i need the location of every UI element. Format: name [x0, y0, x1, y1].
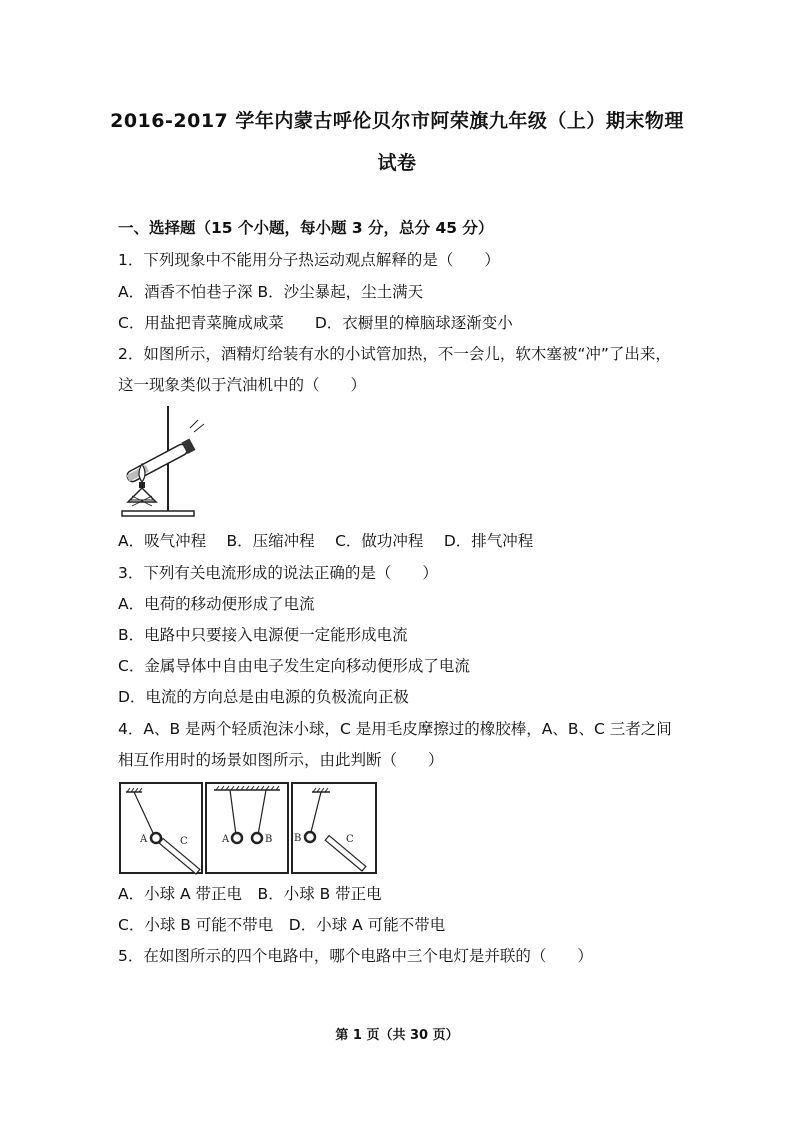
- question-4-stem-line-1: 4．A、B 是两个轻质泡沫小球，C 是用毛皮摩擦过的橡胶棒，A、B、C 三者之间: [118, 720, 672, 738]
- question-1-stem: 1．下列现象中不能用分子热运动观点解释的是（ ）: [118, 251, 500, 269]
- question-2-stem-line-2: 这一现象类似于汽油机中的（ ）: [118, 376, 367, 394]
- figure-label: C: [346, 834, 354, 845]
- figure-label: A: [140, 834, 148, 845]
- charged-balls-figure: [118, 780, 380, 876]
- page-title-line-1: 2016-2017 学年内蒙古呼伦贝尔市阿荣旗九年级（上）期末物理: [110, 110, 684, 132]
- question-3-option-d: D．电流的方向总是由电源的负极流向正极: [118, 688, 409, 706]
- question-3-option-b: B．电路中只要接入电源便一定能形成电流: [118, 626, 408, 644]
- question-3-option-c: C．金属导体中自由电子发生定向移动便形成了电流: [118, 657, 470, 675]
- question-1-options-ab: A．酒香不怕巷子深 B．沙尘暴起，尘土满天: [118, 283, 424, 301]
- page-title-line-2: 试卷: [377, 152, 417, 174]
- question-1-options-cd: C．用盐把青菜腌成咸菜 D．衣橱里的樟脑球逐渐变小: [118, 314, 513, 332]
- figure-label: C: [180, 836, 188, 847]
- question-4-stem-line-2: 相互作用时的场景如图所示，由此判断（ ）: [118, 751, 444, 769]
- figure-panel-1: [120, 783, 202, 874]
- question-2-options: A．吸气冲程 B．压缩冲程 C．做功冲程 D．排气冲程: [118, 532, 534, 550]
- question-4-options-ab: A．小球 A 带正电 B．小球 B 带正电: [118, 885, 382, 903]
- question-5-stem: 5．在如图所示的四个电路中，哪个电路中三个电灯是并联的（ ）: [118, 947, 593, 965]
- figure-label: B: [265, 834, 273, 845]
- figure-label: B: [294, 833, 302, 844]
- page-footer: 第 1 页（共 30 页）: [335, 1028, 459, 1043]
- section-heading: 一、选择题（15 个小题，每小题 3 分，总分 45 分）: [118, 219, 494, 237]
- question-4-options-cd: C．小球 B 可能不带电 D．小球 A 可能不带电: [118, 916, 446, 934]
- question-3-stem: 3．下列有关电流形成的说法正确的是（ ）: [118, 564, 438, 582]
- figure-panel-2: [206, 783, 288, 873]
- alcohol-lamp-test-tube-figure: [116, 402, 208, 518]
- question-3-option-a: A．电荷的移动便形成了电流: [118, 595, 315, 613]
- figure-label: A: [222, 834, 230, 845]
- figure-panel-3: [292, 783, 376, 873]
- question-2-stem-line-1: 2．如图所示，酒精灯给装有水的小试管加热，不一会儿，软木塞被“冲”了出来，: [118, 345, 671, 363]
